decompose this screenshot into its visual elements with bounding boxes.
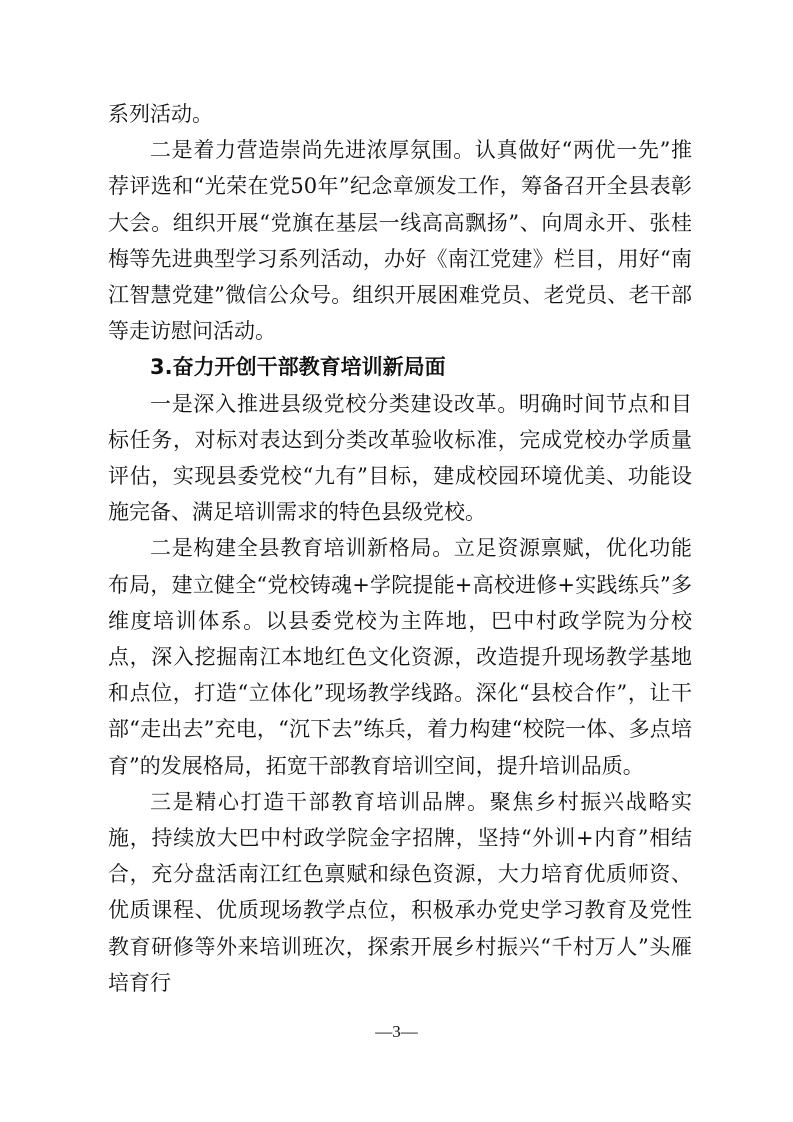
section-heading-cadre-training: 3.奋力开创干部教育培训新局面 bbox=[150, 355, 446, 380]
paragraph-continuation: 系列活动。 bbox=[108, 102, 213, 126]
paragraph-honor-atmosphere: 二是着力营造崇尚先进浓厚氛围。认真做好“两优一先”推荐评选和“光荣在党50年”纪念章颁发工作，筹备召开全县表彰大会。组织开展“党旗在基层一线高高飘扬”、向周永开、张桂梅等先进典型学习系列活动，办好《南江党建》栏目，用好“南江智慧党建”微信公众号。组织开展困难党员、老党员、老干部等走访慰问活动。 bbox=[108, 138, 692, 344]
paragraph-training-pattern: 二是构建全县教育培训新格局。立足资源禀赋，优化功能布局，建立健全“党校铸魂+学院提能+高校进修+实践练兵”多维度培训体系。以县委党校为主阵地，巴中村政学院为分校点，深入挖掘南江本地红色文化资源，改造提升现场教学基地和点位，打造“立体化”现场教学线路。深化“县校合作”，让干部“走出去”充电，“沉下去”练兵，着力构建“校院一体、多点培育”的发展格局，拓宽干部教育培训空间，提升培训品质。 bbox=[108, 536, 692, 778]
paragraph-training-brand: 三是精心打造干部教育培训品牌。聚焦乡村振兴战略实施，持续放大巴中村政学院金字招牌，坚持“外训+内育”相结合，充分盘活南江红色禀赋和绿色资源，大力培育优质师资、优质课程、优质现场教学点位，积极承办党史学习教育及党性教育研修等外来培训班次，探索开展乡村振兴“千村万人”头雁培育行 bbox=[108, 789, 692, 995]
paragraph-party-school-reform: 一是深入推进县级党校分类建设改革。明确时间节点和目标任务，对标对表达到分类改革验收标准，完成党校办学质量评估，实现县委党校“九有”目标，建成校园环境优美、功能设施完备、满足培训需求的特色县级党校。 bbox=[108, 391, 692, 525]
page-number: —3— bbox=[375, 1022, 418, 1041]
document-body bbox=[108, 96, 692, 1001]
